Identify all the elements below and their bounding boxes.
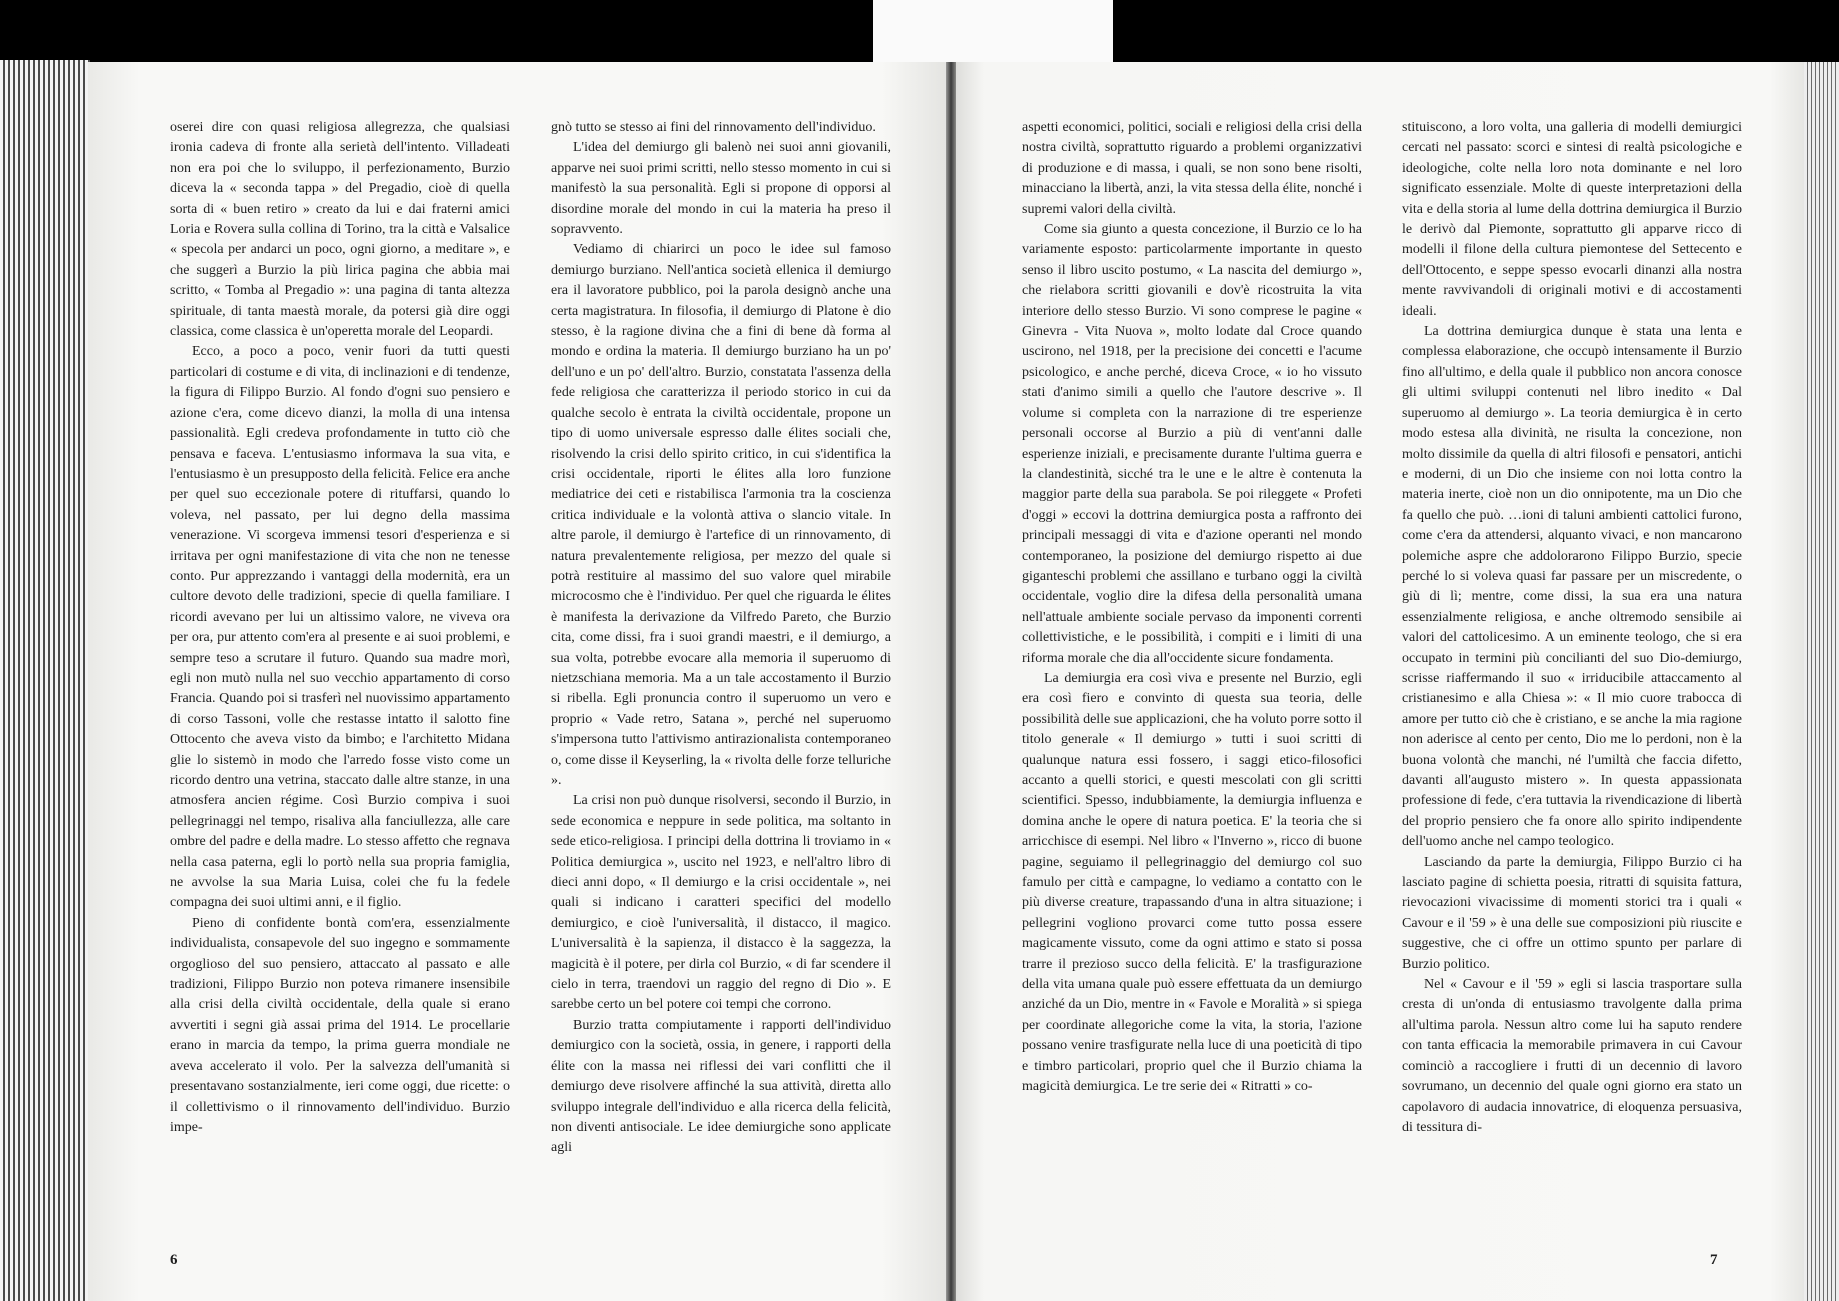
book-gutter <box>946 62 956 1301</box>
paragraph: Burzio tratta compiutamente i rapporti dell'individuo demiurgico con la società, ossia, in genere, i rapporti della élite con la massa nei riflessi dei vari conflitti che il demiurgo deve risolvere affinché la sua attività, diretta allo sviluppo integrale dell'individuo e alla ricerca della felicità, non diventi antisociale. Le idee demiurgiche sono applicate agli <box>551 1017 891 1156</box>
paragraph: La demiurgia era così viva e presente nel Burzio, egli era così fiero e convinto di questa sua teoria, delle possibilità delle sue applicazioni, che ha voluto porre sotto il titolo generale « Il demiurgo » tutti i suoi scritti di qualunque natura essi fossero, i saggi etico-filosofici accanto a quelli storici, e questi mescolati con gli scritti scientifici. Spesso, indubbiamente, la demiurgia influenza e domina anche le opere di natura poetica. E' la teoria che si arricchisce di esempi. Nel libro « l'Inverno », ricco di buone pagine, seguiamo il pellegrinaggio del demiurgo col suo famulo per città e campagne, lo vediamo a contatto con le più diverse creature, trapassando d'una in altra situazione; i pellegrini vogliono provarci come tutto possa essere magicamente vissuto, come da ogni attimo e stato si possa trarre il prezioso succo della felicità. E' la trasfigurazione della vita umana quale può essere effettuata da un demiurgo anziché da un Dio, mentre in « Favole e Moralità » si spiega per coordinate allegoriche come la vita, la storia, l'azione possano venire trasfigurate nella luce di una poeticità di tipo e timbro particolari, proprio quel che il Burzio chiama la magicità demiurgica. Le tre serie dei « Ritratti » co- <box>1022 670 1362 1095</box>
book-page-edges-right <box>1804 62 1839 1301</box>
left-page-column-1 <box>170 118 510 1138</box>
paragraph: gnò tutto se stesso ai fini del rinnovamento dell'individuo. <box>551 120 876 135</box>
page-number: 6 <box>170 1252 178 1268</box>
paragraph: stituiscono, a loro volta, una galleria di modelli demiurgici cercati nel passato: scorci e sintesi di realtà psicologiche e ideologiche, colte nella loro nota dominante e nel loro significato essenziale. Molte di queste interpretazioni della vita e della storia al lume della dottrina demiurgica il Burzio le derivò dal Piemonte, soprattutto gli apparve ricco di modelli il filone della cultura piemontese del Settecento e dell'Ottocento, e seppe spesso evocarli dinanzi alla nostra mente ravvivandoli di originali motivi e di accostamenti ideali. <box>1402 120 1742 319</box>
paragraph: aspetti economici, politici, sociali e religiosi della crisi della nostra civiltà, soprattutto riguardo a problemi organizzativi di produzione e di massa, i quali, se non sono bene risolti, minacciano la libertà, anzi, la vita stessa della élite, nonché i supremi valori della civiltà. <box>1022 120 1362 217</box>
right-page-column-2 <box>1402 118 1742 1138</box>
paragraph: Ecco, a poco a poco, venir fuori da tutti questi particolari di costume e di vita, di inclinazioni e di tendenze, la figura di Filippo Burzio. Al fondo d'ogni suo pensiero e azione c'era, come dicevo dianzi, la molla di una intensa passionalità. Egli credeva profondamente in tutto ciò che pensava e faceva. L'entusiasmo informava la sua vita, e l'entusiasmo è un presupposto della felicità. Felice era anche per quel suo eccezionale potere di rituffarsi, quando lo voleva, nel passato, per lui degno della massima venerazione. Vi scorgeva immensi tesori d'esperienza e si irritava per ogni manifestazione di vita che non ne tenesse conto. Pur apprezzando i vantaggi della modernità, era un cultore devoto delle tradizioni, specie di quella familiare. I ricordi avevano per lui un altissimo valore, ne viveva ora per ora, pur attento com'era al presente e ai suoi problemi, e sempre teso a scrutare il futuro. Quando sua madre morì, egli non mutò nulla nel suo vecchio appartamento di corso Francia. Quando poi si trasferì nel nuovissimo appartamento di corso Tassoni, volle che restasse intatto il salotto fine Ottocento che aveva visto da bimbo; e l'architetto Midana glie lo sistemò in modo che l'arredo fosse visto come un ricordo dentro una vetrina, staccato dalle altre stanze, in una atmosfera ancien régime. Così Burzio compiva i suoi pellegrinaggi nel tempo, risaliva alla fanciullezza, alle care ombre del padre e della madre. Lo stesso affetto che regnava nella casa paterna, egli lo portò nella sua propria famiglia, ne avvolse la sua Maria Luisa, colei che fu la fedele compagna dei suoi ultimi anni, e il figlio. <box>170 344 510 911</box>
paragraph: L'idea del demiurgo gli balenò nei suoi anni giovanili, apparve nei suoi primi scritti, nello stesso momento in cui si manifestò la sua personalità. Egli si propone di opporsi al disordine morale del mondo in cui la materia ha preso il sopravvento. <box>551 140 891 238</box>
right-page <box>950 62 1804 1301</box>
scan-background-notch <box>873 0 1113 62</box>
left-page <box>88 62 950 1301</box>
paragraph: La dottrina demiurgica dunque è stata una lenta e complessa elaborazione, che occupò intensamente il Burzio fino all'ultimo, e della quale il pubblico non ancora conosce gli ultimi sviluppi contenuti nel libro inedito « Dal superuomo al demiurgo ». La teoria demiurgica è in certo modo estesa alla divinità, ne risulta la concezione, non molto dissimile da quella di altri filosofi e pensatori, antichi e moderni, di un Dio che insieme con noi lotta contro la materia inerte, cioè non un dio onnipotente, ma un Dio che fa quello che può. …ioni di taluni ambienti cattolici furono, come c'era da attendersi, alquanto vivaci, e non mancarono polemiche aspre che addolorarono Filippo Burzio, specie perché lo si voleva quasi far passare per un miscredente, o giù di lì; mentre, come dissi, la sua era una natura essenzialmente religiosa, e anche oltremodo sensibile ai valori del cattolicesimo. A un eminente teologo, che si era occupato in termini più concilianti del suo Dio-demiurgo, scrisse riaffermando il suo « irriducibile attaccamento al cristianesimo e alla Chiesa »: « Il mio cuore trabocca di amore per tutto ciò che è cristiano, e se anche la mia ragione non aderisce al cento per cento, Dio me lo perdoni, non è la buona volontà che manchi, né l'umiltà che faccia difetto, davanti all'augusto mistero ». In questa appassionata professione di fede, c'era tuttavia la rivendicazione di libertà del proprio pensiero che fa onore allo spirito indipendente dell'uomo anche nel campo teologico. <box>1402 324 1742 850</box>
page-number: 7 <box>1710 1252 1718 1268</box>
right-page-column-1 <box>1022 118 1362 1098</box>
paragraph: Vediamo di chiarirci un poco le idee sul famoso demiurgo burziano. Nell'antica società ellenica il demiurgo era il lavoratore pubblico, poi la parola designò anche una certa magistratura. In filosofia, il demiurgo di Platone è dio stesso, è la ragione divina che a fini di bene dà forma al mondo e ordina la materia. Il demiurgo burziano ha un po' dell'uno e un po' dell'altro. Burzio, constatata l'assenza della fede religiosa che caratterizza il periodo storico in cui da qualche secolo è entrata la civiltà occidentale, propone un tipo di uomo universale espresso dalle élites sociali che, risolvendo la crisi dello spirito critico, in cui s'identifica la crisi occidentale, riporti le élites alla loro funzione mediatrice dei ceti e ristabilisca l'armonia tra la coscienza critica individuale e la volontà attiva o slancio vitale. In altre parole, il demiurgo è l'artefice di un rinnovamento, di natura prevalentemente religiosa, per mezzo del quale si potrà restituire al massimo del suo valore quel mirabile microcosmo che è l'individuo. Per quel che riguarda le élites è manifesta la derivazione da Vilfredo Pareto, che Burzio cita, come dissi, fra i suoi grandi maestri, e il demiurgo, a sua volta, potrebbe evocare alla memoria il superuomo di nietzschiana memoria. Ma a un tale accostamento il Burzio si ribella. Egli pronuncia contro il superuomo un vero e proprio « Vade retro, Satana », perché nel superuomo s'impersona tutto l'attivismo antirazionalista contemporaneo o, come disse il Keyserling, la « rivolta delle forze telluriche ». <box>551 242 891 788</box>
paragraph: Lasciando da parte la demiurgia, Filippo Burzio ci ha lasciato pagine di schietta poesia, ritratti di squisita fattura, rievocazioni vivacissime di momenti storici tra i quali « Cavour e il '59 » è una delle sue composizioni più riuscite e suggestive, che ci offre un ottimo spunto per parlare di Burzio politico. <box>1402 854 1742 972</box>
paragraph: Pieno di confidente bontà com'era, essenzialmente individualista, consapevole del suo ingegno e sommamente orgoglioso del suo pensiero, attaccato al passato e alle tradizioni, Filippo Burzio non poteva rimanere insensibile alla crisi della civiltà occidentale, della quale si erano avvertiti i segni già assai prima del 1914. Le procellarie erano in marcia da tempo, la prima guerra mondiale ne aveva accelerato il volo. Per la salvezza dell'umanità si presentavano sostanzialmente, ieri come oggi, due ricette: o il collettivismo o il rinnovamento dell'individuo. Burzio impe- <box>170 915 510 1135</box>
paragraph: Nel « Cavour e il '59 » egli si lascia trasportare sulla cresta di un'onda di entusiasmo travolgente dalla prima all'ultima parola. Nessun altro come lui ha saputo rendere con tanta efficacia la memorabile primavera in cui Cavour cominciò a raccogliere i frutti di un decennio di lavoro sovrumano, un decennio del quale ogni giorno era stato un capolavoro di audacia innovatrice, di eloquenza persuasiva, di tessitura di- <box>1402 977 1742 1135</box>
paragraph: oserei dire con quasi religiosa allegrezza, che qualsiasi ironia cadeva di fronte alla serietà dell'intento. Villadeati non era poi che lo sviluppo, il perfezionamento, Burzio diceva la « seconda tappa » del Pregadio, cioè di quella sorta di « buen retiro » creato da lui e dai fraterni amici Loria e Rovera sulla collina di Torino, tra la città e Valsalice « specola per andarci un poco, ogni giorno, a meditare », e che suggerì a Burzio la più lirica pagina che abbia mai scritto, « Tomba al Pregadio »: una pagina di tanta altezza spirituale, di tanta maestà morale, da potersi già dire oggi classica, come classica è un'operetta morale del Leopardi. <box>170 120 510 340</box>
book-page-edges-left <box>0 60 90 1301</box>
left-page-column-2 <box>551 118 891 1159</box>
paragraph: Come sia giunto a questa concezione, il Burzio ce lo ha variamente esposto: particolarmente importante in questo senso il libro uscito postumo, « La nascita del demiurgo », che rielabora scritti giovanili e dov'è ricostruita la vita interiore dello stesso Burzio. Vi sono comprese le pagine « Ginevra - Vita Nuova », molto lodate dal Croce quando uscirono, nel 1918, per la precisione dei concetti e l'acume psicologico, e anche perché, diceva Croce, « io ho vissuto stati d'animo simili a quello che l'autore descrive ». Il volume si completa con la narrazione di tre esperienze personali occorse al Burzio a più di vent'anni dalle esperienze iniziali, e precisamente durante l'ultima guerra e la clandestinità, sicché tra le une e le altre è contenuta la maggior parte della sua parabola. Se poi rileggete « Profeti d'oggi » eccovi la dottrina demiurgica posta a raffronto dei principali messaggi di vita e d'azione operanti nel mondo contemporaneo, la posizione del demiurgo rispetto ai due giganteschi problemi che assillano e turbano oggi la civiltà occidentale, voglio dire la difesa della personalità umana nell'attuale ambiente sociale pervaso da imponenti correnti collettivistiche, e le possibilità, i compiti e i limiti di una riforma morale che dia all'occidente sicure fondamenta. <box>1022 222 1362 666</box>
paragraph: La crisi non può dunque risolversi, secondo il Burzio, in sede economica e neppure in sede politica, ma soltanto in sede etico-religiosa. I principi della dottrina li troviamo in « Politica demiurgica », uscito nel 1923, e nell'altro libro di dieci anni dopo, « Il demiurgo e la crisi occidentale », nei quali si indicano i caratteri specifici del modello demiurgico, e cioè l'universalità, il distacco, il magico. L'universalità è la sapienza, il distacco è la saggezza, la magicità è il potere, per dirla col Burzio, « di far scendere il cielo in terra, traendovi un raggio del regno di Dio ». E sarebbe certo un bel potere coi tempi che corrono. <box>551 793 891 1013</box>
